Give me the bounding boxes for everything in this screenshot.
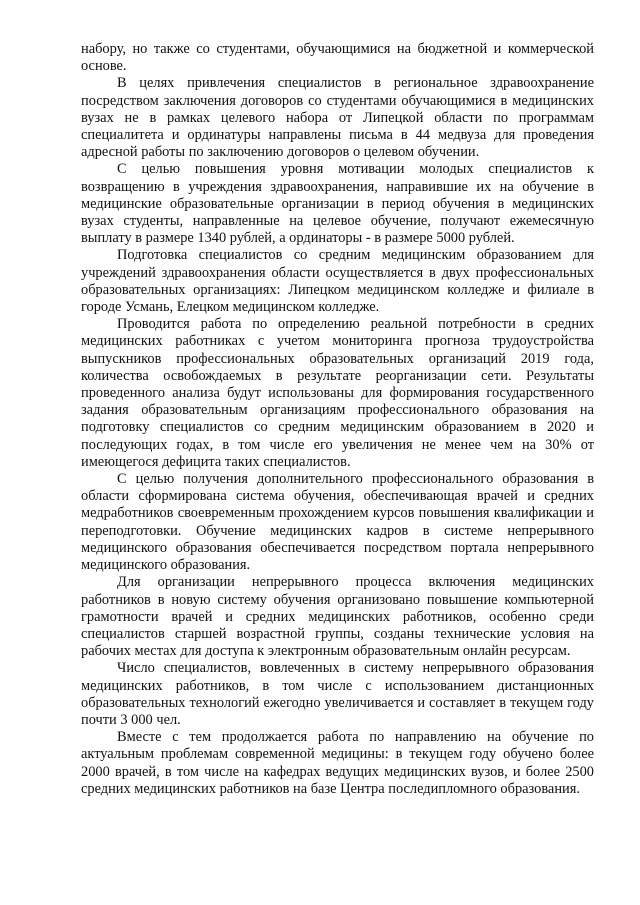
paragraph-additional-education: С целью получения дополнительного профессионального образования в области сформирована система обучения, обеспечивающая врачей и средних медработников своевременным прохождением курсов повышения квалификации и переподготовки. Обучение медицинских кадров в системе непрерывного медицинского образования обеспечивается посредством портала непрерывного медицинского образования. (81, 471, 594, 574)
paragraph-nurse-training: Подготовка специалистов со средним медицинским образованием для учреждений здравоохранения области осуществляется в двух профессиональных образовательных организациях: Липецком медицинском колледже и филиале в городе Усмань, Елецком медицинском колледже. (81, 247, 594, 316)
paragraph-motivation-payments: С целью повышения уровня мотивации молодых специалистов к возвращению в учреждения здравоохранения, направившие их на обучение в медицинские образовательные организации в период обучения в медицинских вузах студенты, направленные на целевое обучение, получают ежемесячную выплату в размере 1340 рублей, а ординаторы - в размере 5000 рублей. (81, 161, 594, 247)
paragraph-continuing-education-count: Число специалистов, вовлеченных в систему непрерывного образования медицинских работников, в том числе с использованием дистанционных образовательных технологий ежегодно увеличивается и составляет в текущем году почти 3 000 чел. (81, 660, 594, 728)
paragraph-computer-literacy: Для организации непрерывного процесса включения медицинских работников в новую систему обучения организовано повышение компьютерной грамотности врачей и средних медицинских работников, особенно среди специалистов старшей возрастной группы, созданы технические условия на рабочих местах для доступа к электронным образовательным онлайн ресурсам. (81, 574, 594, 660)
paragraph-demand-analysis: Проводится работа по определению реальной потребности в средних медицинских работниках с учетом мониторинга прогноза трудоустройства выпускников профессиональных образовательных организаций 2019 года, количества освобождаемых в результате реорганизации сети. Результаты проведенного анализа будут использованы для формирования государственного задания образовательным организациям профессионального образования на подготовку специалистов со средним медицинским образованием в 2020 и последующих годах, в том числе его увеличения не менее чем на 30% от имеющегося дефицита таких специалистов. (81, 316, 594, 470)
document-body (81, 41, 594, 798)
paragraph-target-contracts: В целях привлечения специалистов в региональное здравоохранение посредством заключения договоров со студентами обучающимися в медицинских вузах не в рамках целевого набора от Липецкой области по программам специалитета и ординатуры направлены письма в 44 медвуза для проведения адресной работы по заключению договоров о целевом обучении. (81, 75, 594, 161)
paragraph-continuation: набору, но также со студентами, обучающимися на бюджетной и коммерческой основе. (81, 41, 594, 75)
paragraph-training-totals: Вместе с тем продолжается работа по направлению на обучение по актуальным проблемам современной медицины: в текущем году обучено более 2000 врачей, в том числе на кафедрах ведущих медицинских вузов, и более 2500 средних медицинских работников на базе Центра последипломного образования. (81, 729, 594, 797)
